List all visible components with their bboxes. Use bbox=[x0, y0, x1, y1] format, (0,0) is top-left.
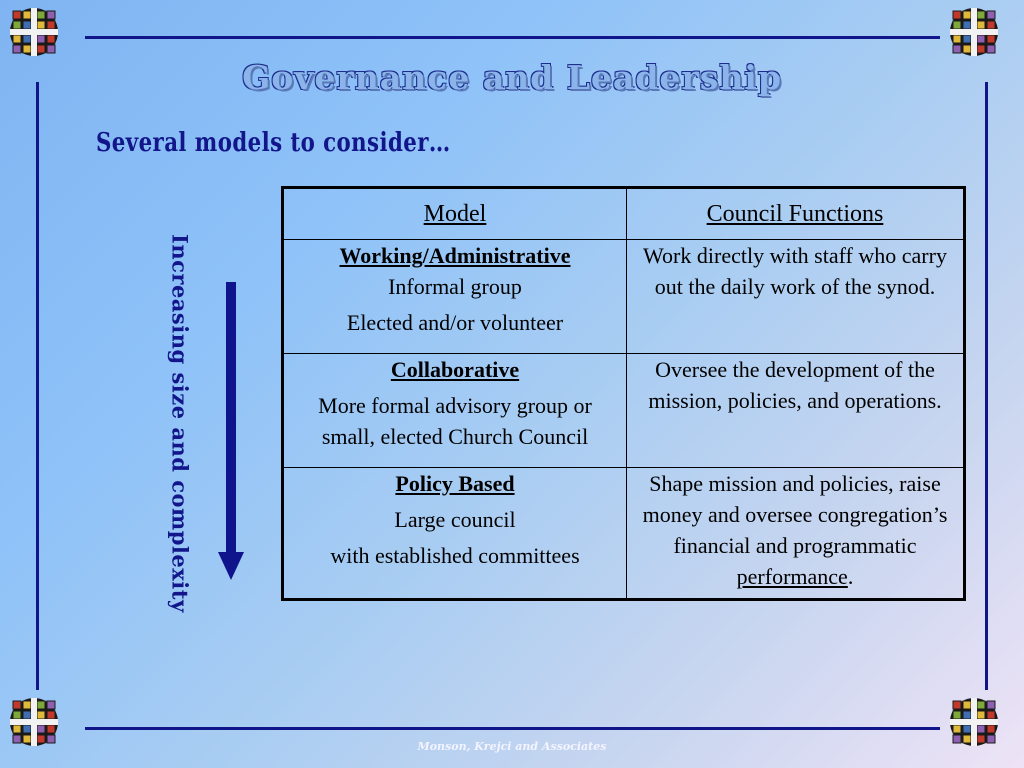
header-model: Model bbox=[283, 188, 627, 240]
table-row bbox=[283, 468, 965, 600]
model-description: Informal group bbox=[388, 274, 522, 299]
arrow-head bbox=[218, 552, 244, 580]
functions-text: Work directly with staff who carry out the daily work of the synod. bbox=[643, 243, 947, 299]
table-row bbox=[283, 354, 965, 468]
frame-bottom-line bbox=[85, 727, 940, 730]
model-description: More formal advisory group or small, elected Church Council bbox=[318, 393, 592, 449]
model-name: Policy Based bbox=[395, 471, 515, 496]
cross-emblem-icon bbox=[8, 6, 60, 58]
model-cell bbox=[283, 240, 627, 354]
model-description: with established committees bbox=[330, 543, 580, 568]
functions-text: Shape mission and policies, raise money and oversee congregation’s financial and programmatic bbox=[642, 471, 948, 558]
functions-text: Oversee the development of the mission, policies, and operations. bbox=[648, 357, 942, 413]
performance-link[interactable]: performance bbox=[736, 564, 848, 589]
model-description: Large council bbox=[394, 507, 516, 532]
frame-left-line bbox=[36, 82, 39, 690]
arrow-shaft bbox=[226, 282, 236, 552]
cross-emblem-icon bbox=[948, 6, 1000, 58]
increasing-complexity-label: Increasing size and complexity bbox=[167, 234, 193, 613]
model-cell bbox=[283, 468, 627, 600]
functions-cell bbox=[627, 354, 965, 468]
model-name: Collaborative bbox=[390, 357, 520, 382]
table-header-row bbox=[283, 188, 965, 240]
footer-credit: Monson, Krejci and Associates bbox=[417, 740, 607, 753]
functions-cell bbox=[627, 468, 965, 600]
frame-top-line bbox=[85, 36, 940, 39]
slide-title: Governance and Leadership bbox=[242, 58, 782, 97]
frame-right-line bbox=[985, 82, 988, 690]
functions-cell bbox=[627, 240, 965, 354]
model-name: Working/Administrative bbox=[339, 243, 571, 268]
table-row bbox=[283, 240, 965, 354]
model-description: Elected and/or volunteer bbox=[346, 310, 564, 335]
model-cell bbox=[283, 354, 627, 468]
header-council-functions: Council Functions bbox=[627, 188, 965, 240]
functions-end: . bbox=[847, 564, 854, 589]
slide-subtitle: Several models to consider… bbox=[96, 128, 451, 158]
models-table bbox=[281, 186, 966, 601]
